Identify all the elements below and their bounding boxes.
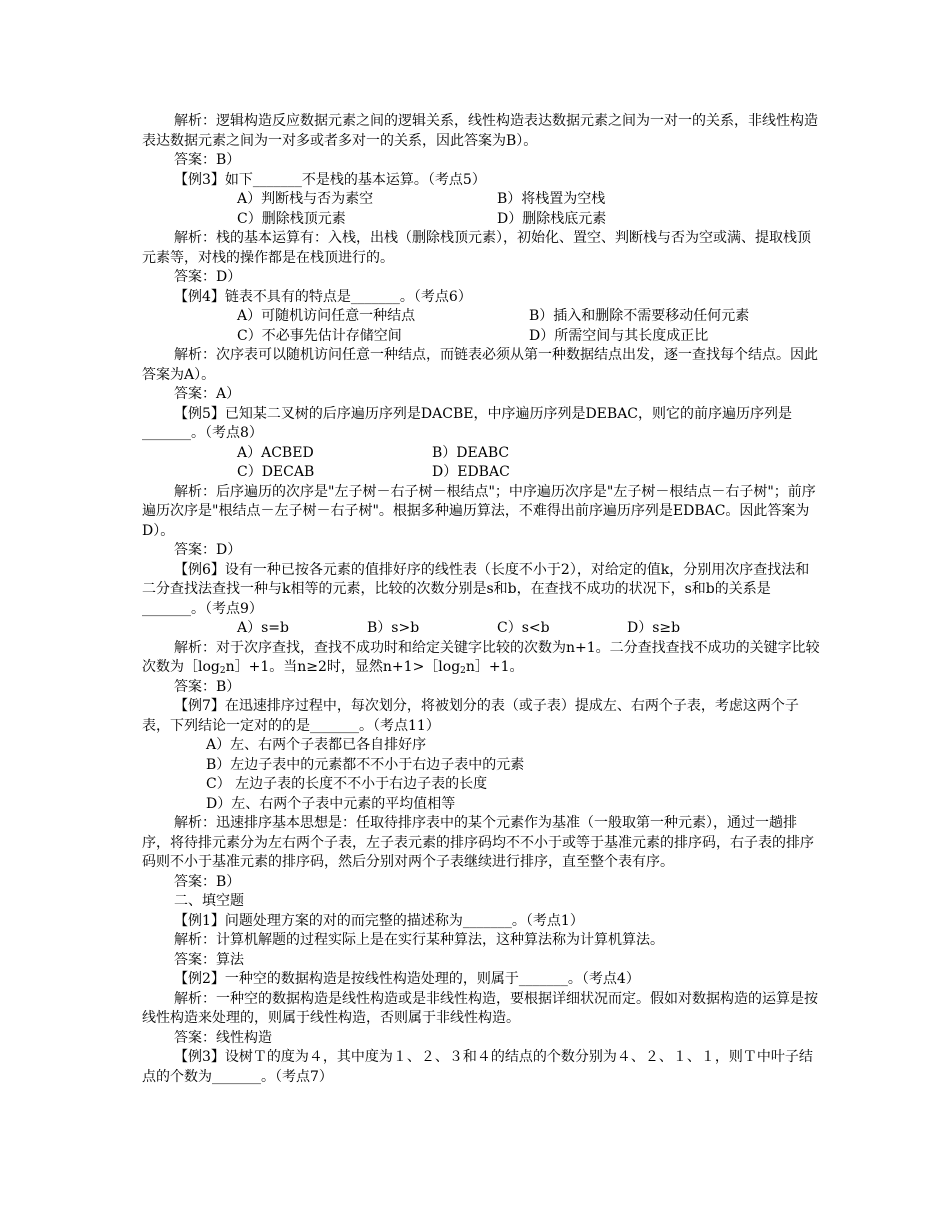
answer: 答案：B） [174,873,241,890]
option-a: A）判断栈与否为素空 [237,191,374,207]
option-c: C）不必事先估计存储空间 [237,327,402,344]
subscript: 2 [219,666,226,676]
paragraph: 解析：栈的基本运算有：入栈，出栈（删除栈顶元素），初始化、置空、判断栈与否为空或满、提取栈顶元素等，对栈的操作都是在栈顶进行的。 [142,230,811,266]
option-a: A）ACBED [237,444,314,461]
subscript: 2 [460,666,466,676]
answer: 答案：D） [174,269,242,285]
paragraph [142,639,822,678]
option-row [142,210,822,230]
paragraph: 解析：一种空的数据构造是线性构造或是非线性构造，要根据详细状况而定。假如对数据构造的运算是按线性构造来处理的，则属于线性构造，否则属于非线性构造。 [142,990,818,1026]
option-row [142,327,822,347]
option-row [142,463,822,483]
option-row [142,307,822,327]
text-run: n］+1。 [465,659,524,675]
answer: 答案：B） [174,152,241,168]
question-heading: 【例6】设有一种已按各元素的值排好序的线性表（长度不小于2），对给定的值k，分别用次序查找法和二分查找法查找一种与k相等的元素，比较的次数分别是s和b，在查找不成功的状况下，s和b的关系是_______。（考点9） [142,561,810,617]
option-row [142,444,822,464]
answer: 答案：D） [174,542,242,558]
option-b: B）s>b [367,620,420,636]
paragraph: 解析：次序表可以随机访问任意一种结点，而链表必须从第一种数据结点出发，逐一查找每个结点。因此答案为A）。 [142,347,818,383]
option-row [142,190,822,210]
text-run: n］+1。当n≥2时，显然n+1>［log [225,659,461,675]
question-heading: 【例5】已知某二叉树的后序遍历序列是DACBE，中序遍历序列是DEBAC，则它的前序遍历序列是_______。（考点8） [142,405,793,441]
answer: 答案：A） [174,386,241,402]
question-heading: 【例3】设树Ｔ的度为４，其中度为１、２、３和４的结点的个数分别为４、２、１、１，则Ｔ中叶子结点的个数为_______。（考点7） [142,1049,813,1085]
answer: 答案：算法 [174,951,244,968]
option-a: A）左、右两个子表都已各自排好序 [206,737,427,753]
answer: 答案：线性构造 [174,1029,272,1046]
option-b: B）DEABC [432,444,510,461]
option-row [142,619,822,639]
option-c: C）删除栈顶元素 [237,210,346,227]
question-heading: 【例2】一种空的数据构造是按线性构造处理的，则属于_______。（考点4） [174,971,640,987]
option-c: C）DECAB [237,464,315,480]
paragraph: 解析：迅速排序基本思想是：任取待排序表中的某个元素作为基准（一般取第一种元素），通过一趟排序，将待排元素分为左右两个子表，左子表元素的排序码均不不小于或等于基准元素的排序码，右子表的排序码则不小于基准元素的排序码，然后分别对两个子表继续进行排序，直至整个表有序。 [142,815,814,870]
option-b: B）将栈置为空栈 [497,191,606,207]
answer: 答案：B） [174,678,241,695]
option-d: D）s≥b [627,620,681,636]
text-run: 解析：对于次序查找，查找不成功时和给定关键字比较的次数为n+1。二分查找查找不成功的关键字比较次数为［log [142,639,820,675]
question-heading: 【例7】在迅速排序过程中，每次划分，将被划分的表（或子表）提成左、右两个子表，考虑这两个子表，下列结论一定对的的是_______。（考点11） [142,698,799,734]
section-heading: 二、填空题 [174,893,244,909]
option-c: C） 左边子表的长度不不小于右边子表的长度 [206,776,488,792]
option-b: B）左边子表中的元素都不不小于右边子表中的元素 [206,756,525,773]
option-c: C）s<b [497,620,550,636]
document-page [142,112,822,1087]
question-heading: 【例1】问题处理方案的对的而完整的描述称为_______。（考点1） [174,912,584,929]
paragraph: 解析：计算机解题的过程实际上是在实行某种算法，这种算法称为计算机算法。 [174,932,664,948]
option-d: D）所需空间与其长度成正比 [529,327,709,344]
option-a: A）可随机访问任意一种结点 [237,308,416,324]
option-d: D）左、右两个子表中元素的平均值相等 [206,795,456,812]
question-heading: 【例3】如下_______不是栈的基本运算。（考点5） [174,171,486,188]
option-d: D）EDBAC [432,464,510,480]
paragraph: 解析：逻辑构造反应数据元素之间的逻辑关系，线性构造表达数据元素之间为一对一的关系，非线性构造表达数据元素之间为一对多或者多对一的关系，因此答案为B）。 [142,113,818,149]
paragraph: 解析：后序遍历的次序是"左子树－右子树－根结点"；中序遍历次序是"左子树－根结点－右子树"；前序遍历次序是"根结点－左子树－右子树"。根据多种遍历算法，不难得出前序遍历序列是EDBAC。因此答案为D）。 [142,483,816,539]
option-b: B）插入和删除不需要移动任何元素 [529,308,750,324]
option-a: A）s=b [237,620,289,636]
question-heading: 【例4】链表不具有的特点是_______。（考点6） [174,288,472,305]
option-d: D）删除栈底元素 [497,210,607,227]
